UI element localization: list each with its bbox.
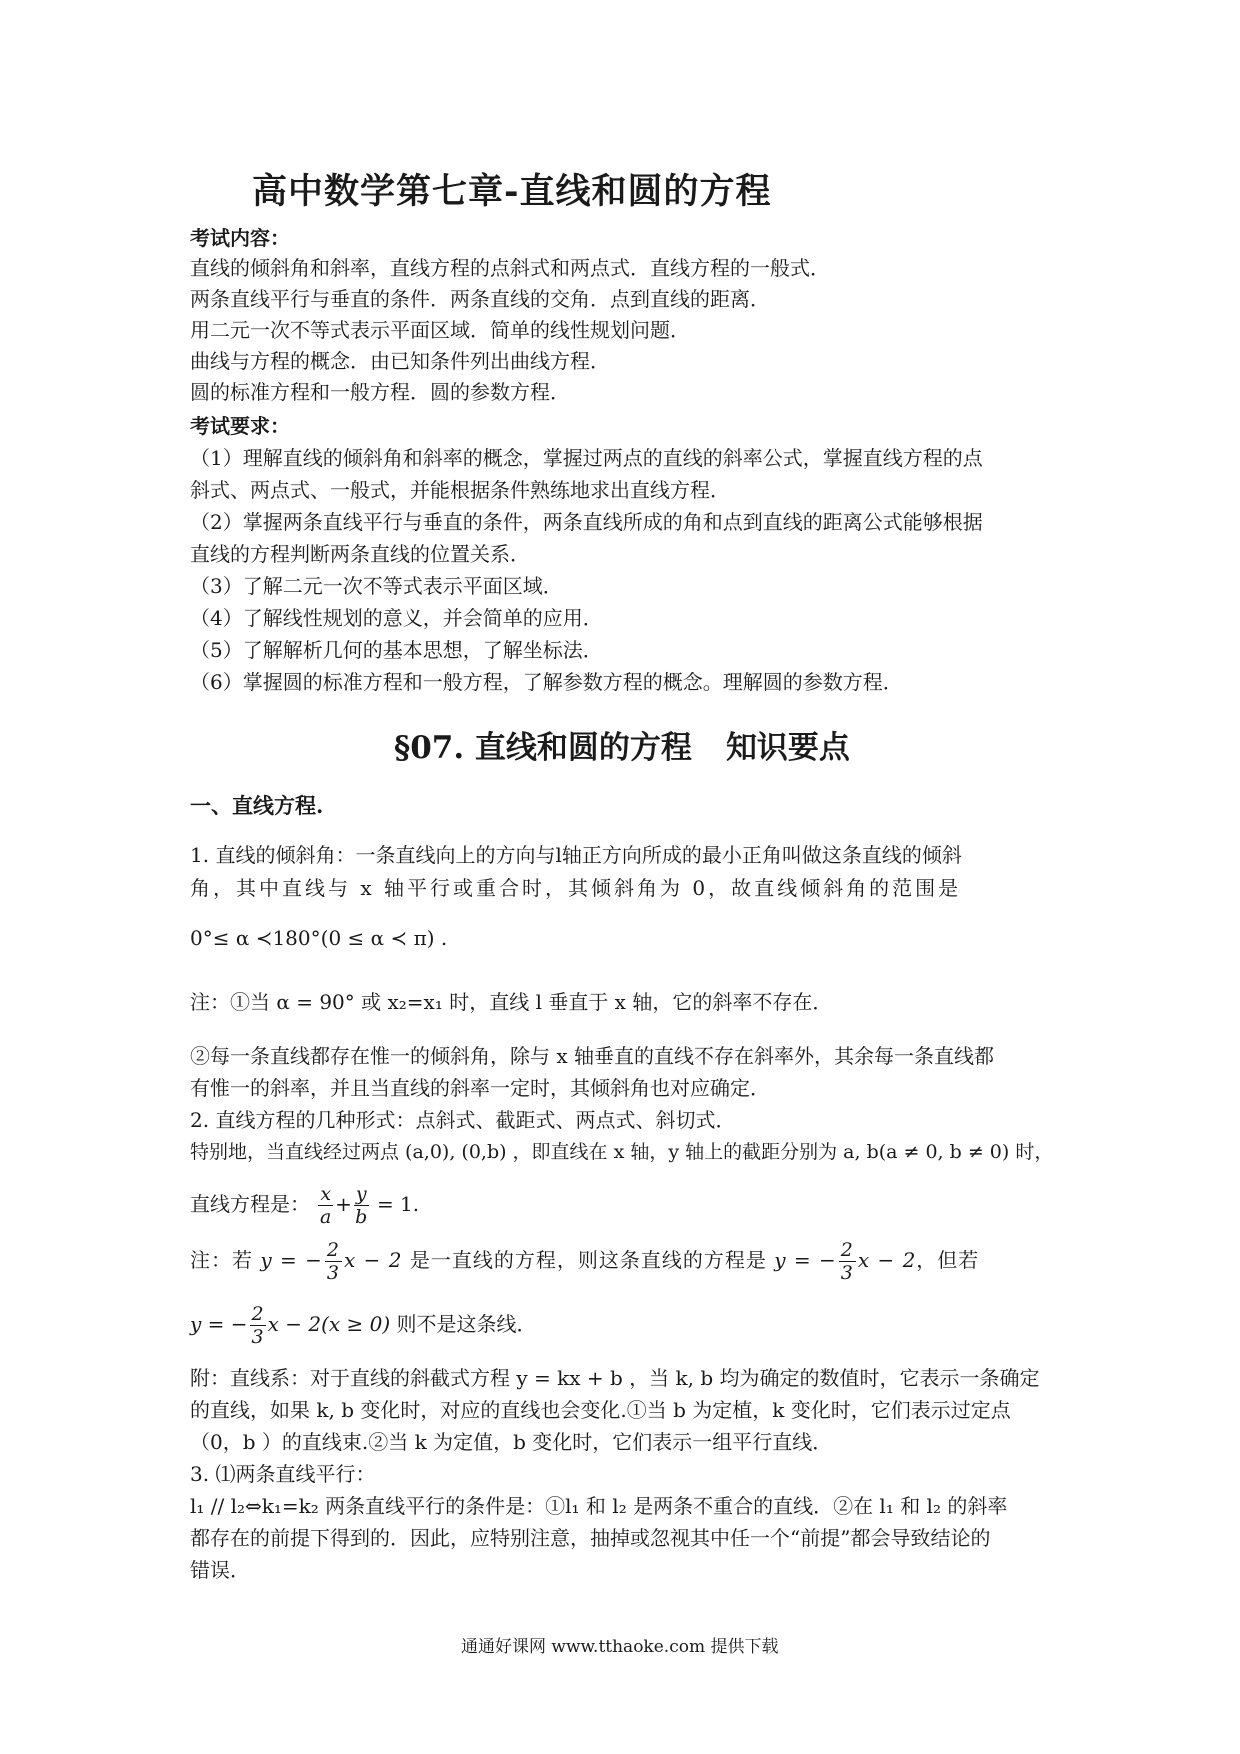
subsection-heading: 一、直线方程. [190,793,324,818]
math-text: x − 2 [343,1248,403,1272]
section-title-main: §07. 直线和圆的方程 [394,730,692,766]
exam-requirement-line: （3）了解二元一次不等式表示平面区域． [190,574,563,598]
section-title-sub: 知识要点 [725,730,850,766]
paragraph-line: 1. 直线的倾斜角：一条直线向上的方向与l轴正方向所成的最小正角叫做这条直线的倾斜 [190,843,962,867]
exam-requirement-line: 斜式、两点式、一般式，并能根据条件熟练地求出直线方程． [190,478,730,502]
paragraph-line: 3. ⑴两条直线平行： [190,1462,376,1486]
paragraph-line: （0，b ）的直线束.②当 k 为定值，b 变化时，它们表示一组平行直线． [190,1430,833,1454]
math-text: x − 2(x ≥ 0) [267,1312,391,1336]
fraction-denominator: 3 [251,1326,264,1348]
exam-content-heading: 考试内容： [190,226,290,250]
paragraph-line: 的直线，如果 k, b 变化时，对应的直线也会变化.①当 b 为定植，k 变化时，它们表示过定点 [190,1398,1011,1422]
angle-range-formula: 0°≤ α ≺180°(0 ≤ α ≺ π) . [190,926,448,950]
note-line: ②每一条直线都存在惟一的倾斜角，除与 x 轴垂直的直线不存在斜率外，其余每一条直线都 [190,1044,994,1068]
equation-prefix: 直线方程是： [190,1192,310,1216]
intercept-equation [190,1180,419,1228]
fraction-numerator: 2 [251,1303,264,1325]
math-text: x − 2 [857,1248,917,1272]
fraction-two-thirds [250,1303,266,1348]
page-footer: 通通好课网 www.tthaoke.com 提供下载 [461,1637,779,1657]
math-text: y = − [260,1248,323,1272]
exam-content-item: 用二元一次不等式表示平面区域．简单的线性规划问题． [190,318,690,342]
fraction-denominator: 3 [840,1262,854,1284]
exam-requirement-line: （1）理解直线的倾斜角和斜率的概念，掌握过两点的直线的斜率公式，掌握直线方程的点 [190,446,983,470]
note-equation-line [190,1236,979,1284]
fraction-x-over-a [318,1183,333,1228]
exam-requirements-heading: 考试要求： [190,414,290,438]
fraction-numerator: 2 [326,1239,340,1261]
note-equation-line [190,1300,537,1348]
note-line: 有惟一的斜率，并且当直线的斜率一定时，其倾斜角也对应确定． [190,1076,770,1100]
paragraph-line: l₁ // l₂⇔k₁=k₂ 两条直线平行的条件是：①l₁ 和 l₂ 是两条不重合的直线．②在 l₁ 和 l₂ 的斜率 [190,1494,1008,1518]
exam-content-item: 两条直线平行与垂直的条件．两条直线的交角．点到直线的距离． [190,287,770,311]
note-text: ，但若 [916,1248,980,1272]
fraction-numerator: 2 [840,1239,854,1261]
fraction-two-thirds [325,1239,342,1284]
exam-requirement-line: （4）了解线性规划的意义，并会简单的应用． [190,606,603,630]
exam-content-item: 圆的标准方程和一般方程．圆的参数方程． [190,380,570,404]
page-title: 高中数学第七章-直线和圆的方程 [252,171,772,212]
section-title [394,722,850,767]
fraction-numerator: y [355,1183,367,1205]
fraction-denominator: a [320,1206,332,1228]
paragraph-line: 特别地，当直线经过两点 (a,0), (0,b) ，即直线在 x 轴，y 轴上的截距分别为 a, b(a ≠ 0, b ≠ 0) 时， [190,1141,1054,1163]
math-text: y = − [190,1312,248,1336]
fraction-y-over-b [354,1183,369,1228]
paragraph-line: 都存在的前提下得到的．因此，应特别注意，抽掉或忽视其中任一个“前提”都会导致结论的 [190,1526,991,1550]
exam-requirement-line: （2）掌握两条直线平行与垂直的条件，两条直线所成的角和点到直线的距离公式能够根据 [190,510,983,534]
exam-requirement-line: （5）了解解析几何的基本思想，了解坐标法． [190,638,603,662]
math-text: y = − [774,1248,837,1272]
note-text: 注：若 [190,1248,253,1272]
exam-requirement-line: （6）掌握圆的标准方程和一般方程，了解参数方程的概念。理解圆的参数方程． [190,670,903,694]
fraction-denominator: 3 [326,1262,340,1284]
plus-sign: + [335,1192,352,1216]
paragraph-line: 2. 直线方程的几种形式：点斜式、截距式、两点式、斜切式． [190,1108,736,1132]
fraction-denominator: b [355,1206,368,1228]
note-text: 则不是这条线． [396,1312,537,1336]
note-line: 注：①当 α = 90° 或 x₂=x₁ 时，直线 l 垂直于 x 轴，它的斜率不存在． [190,990,833,1014]
equation-suffix: = 1. [376,1192,420,1216]
exam-content-item: 直线的倾斜角和斜率，直线方程的点斜式和两点式．直线方程的一般式． [190,256,830,280]
fraction-numerator: x [320,1183,332,1205]
note-text: 是一直线的方程，则这条直线的方程是 [409,1248,767,1272]
paragraph-line: 错误． [190,1558,250,1582]
exam-requirement-line: 直线的方程判断两条直线的位置关系． [190,542,530,566]
paragraph-line: 附：直线系：对于直线的斜截式方程 y = kx + b ，当 k, b 均为确定的数值时，它表示一条确定 [190,1366,1040,1390]
paragraph-line: 角，其中直线与 x 轴平行或重合时，其倾斜角为 0，故直线倾斜角的范围是 [190,876,962,900]
exam-content-item: 曲线与方程的概念．由已知条件列出曲线方程． [190,349,610,373]
fraction-two-thirds [839,1239,856,1284]
